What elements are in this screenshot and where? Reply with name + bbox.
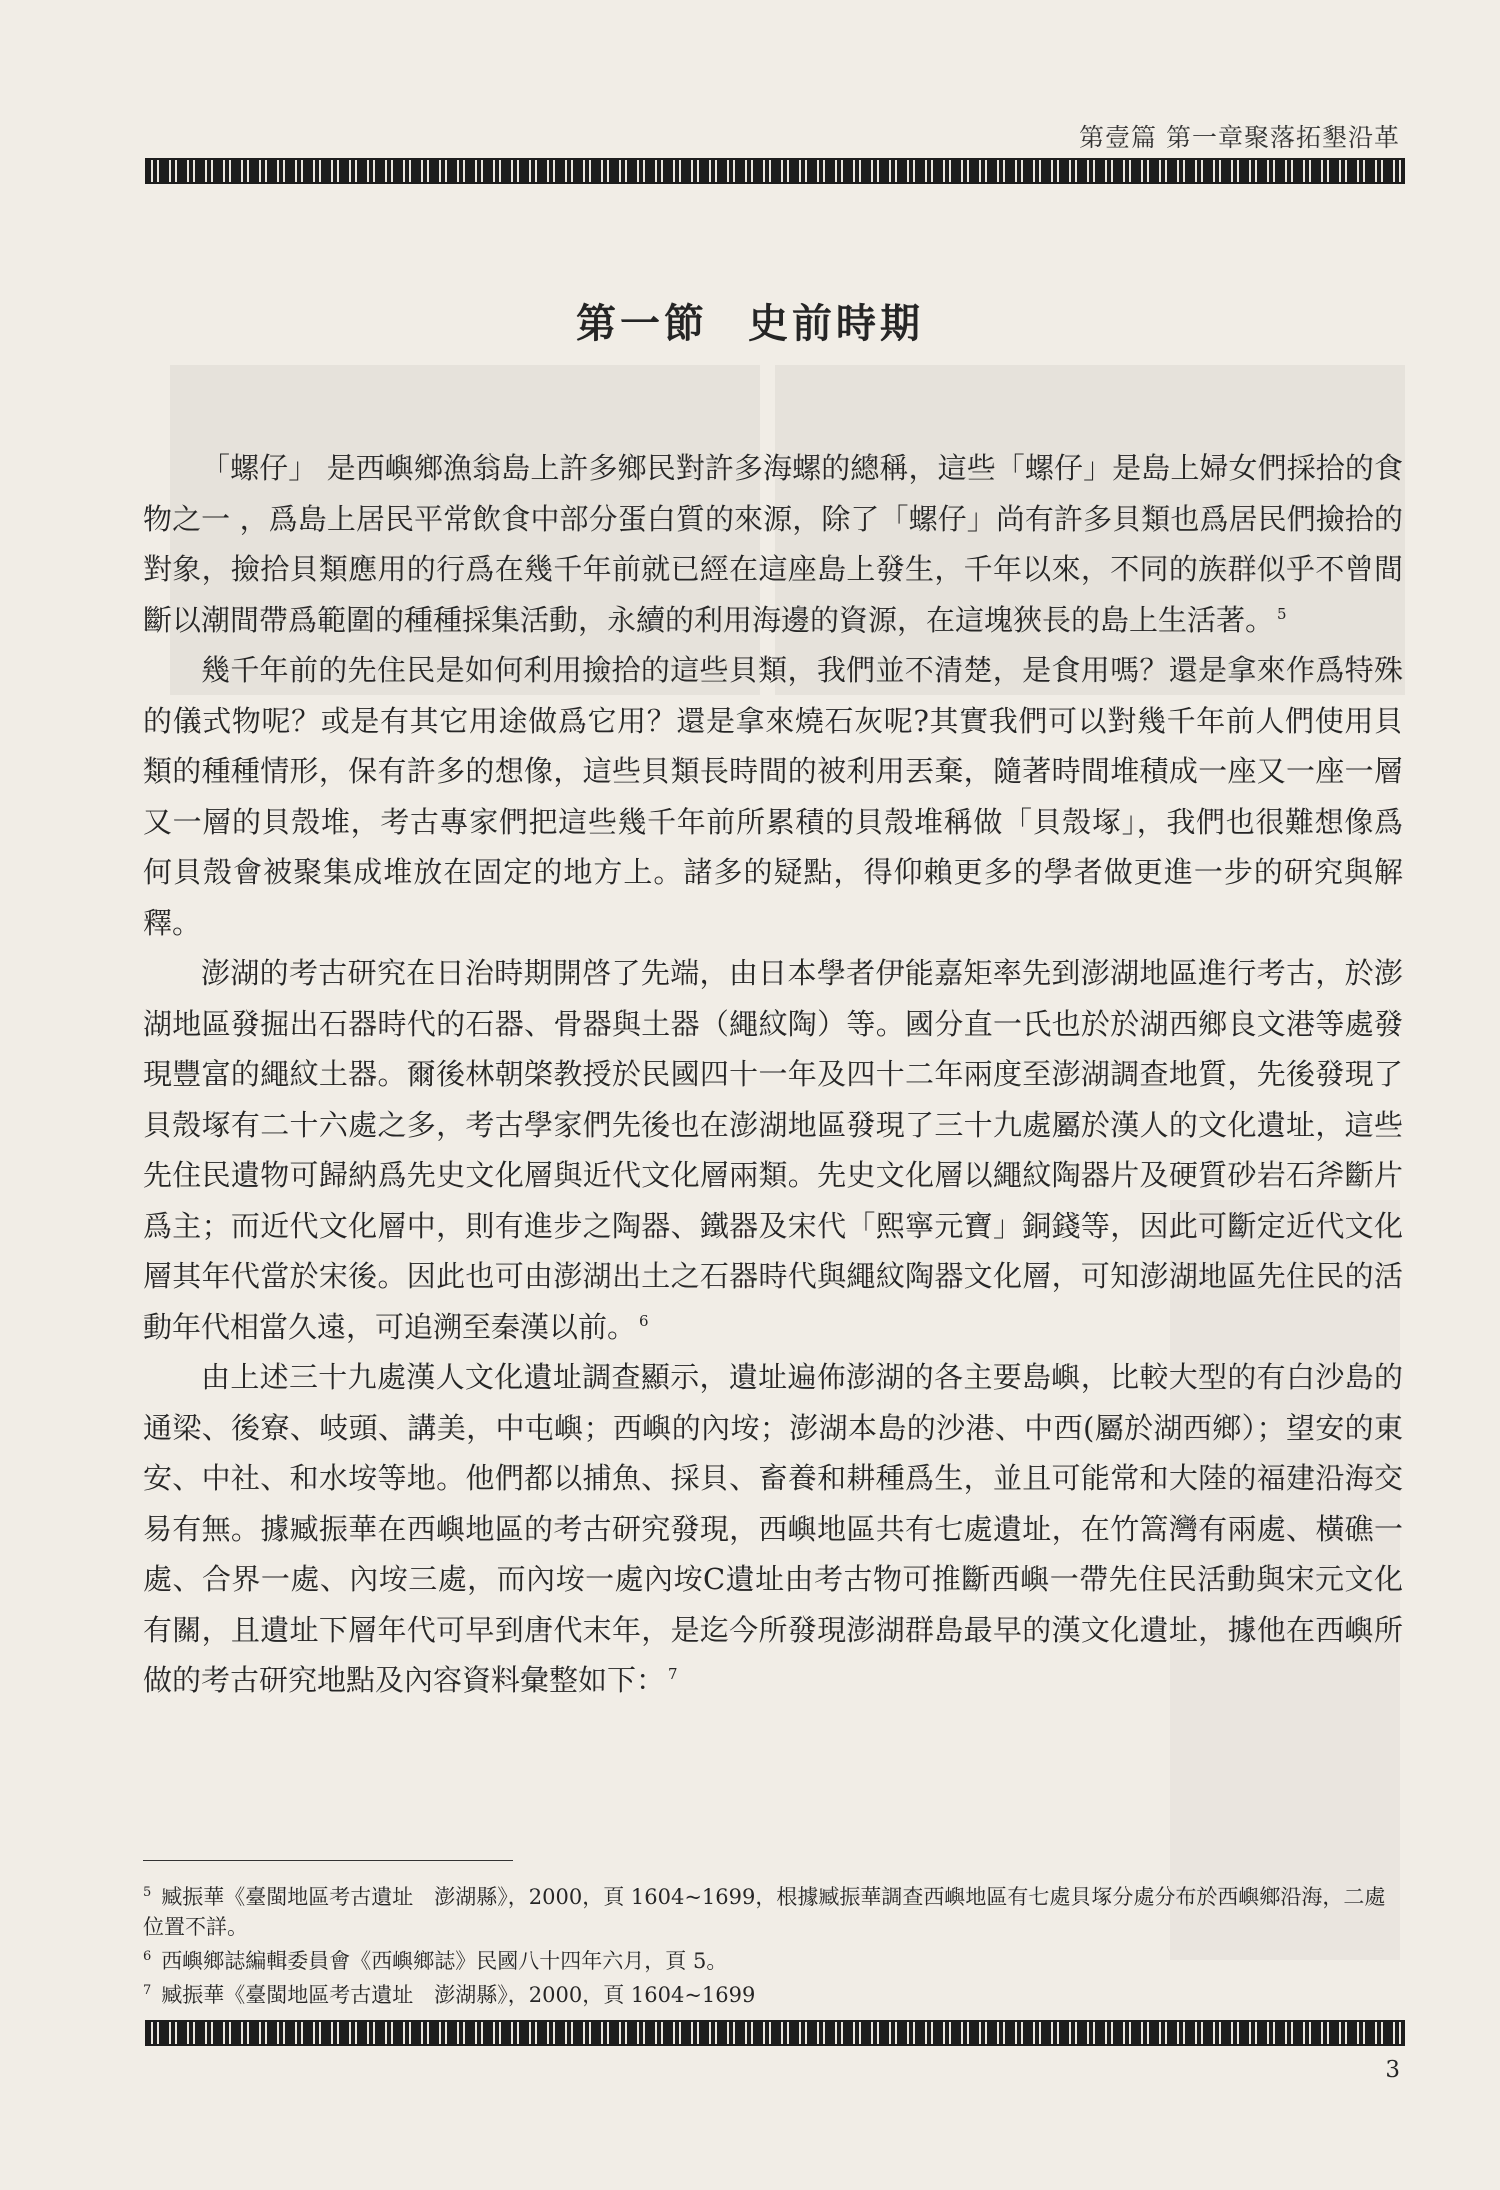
footnote: $^5$ 臧振華《臺閩地區考古遺址 澎湖縣》，2000，頁 1604~1699，根據臧振華調查西嶼地區有七處貝塚分處分布於西嶼鄉沿海，二處位置不詳。 <box>143 1885 1386 1939</box>
footnotes <box>143 1878 1403 2010</box>
paragraph: 幾千年前的先住民是如何利用撿拾的這些貝類，我們並不清楚，是食用嗎？還是拿來作爲特殊的儀式物呢？或是有其它用途做爲它用？還是拿來燒石灰呢?其實我們可以對幾千年前人們使用貝類的種種情形，保有許多的想像，這些貝類長時間的被利用丟棄，隨著時間堆積成一座又一座一層又一層的貝殼堆，考古專家們把這些幾千年前所累積的貝殼堆稱做「貝殼塚」，我們也很難想像爲何貝殼會被聚集成堆放在固定的地方上。諸多的疑點，得仰賴更多的學者做更進一步的研究與解釋。 <box>143 653 1403 940</box>
running-header: 第壹篇 第一章聚落拓墾沿革 <box>1079 123 1400 152</box>
footnote-ref: 7 <box>668 1665 678 1684</box>
footnote-divider <box>143 1860 513 1861</box>
paragraph: 由上述三十九處漢人文化遺址調查顯示，遺址遍佈澎湖的各主要島嶼，比較大型的有白沙島的通梁、後寮、岐頭、講美，中屯嶼；西嶼的內垵；澎湖本島的沙港、中西(屬於湖西鄉）；望安的東安、中社、和水垵等地。他們都以捕魚、採貝、畜養和耕種爲生，並且可能常和大陸的福建沿海交易有無。據臧振華在西嶼地區的考古研究發現，西嶼地區共有七處遺址，在竹篙灣有兩處、橫礁一處、合界一處、內垵三處，而內垵一處內垵C遺址由考古物可推斷西嶼一帶先住民活動與宋元文化有關，且遺址下層年代可早到唐代末年，是迄今所發現澎湖群島最早的漢文化遺址，據他在西嶼所做的考古研究地點及內容資料彙整如下： $^7$ <box>143 1360 1403 1697</box>
paragraph: 「螺仔」 是西嶼鄉漁翁島上許多鄉民對許多海螺的總稱，這些「螺仔」是島上婦女們採拾的食物之一 ，爲島上居民平常飲食中部分蛋白質的來源，除了「螺仔」尚有許多貝類也爲居民們撿拾的對象，撿拾貝類應用的行爲在幾千年前就已經在這座島上發生，千年以來，不同的族群似乎不曾間斷以潮間帶爲範圍的種種採集活動，永續的利用海邊的資源，在這塊狹長的島上生活著。 $^5$ <box>143 451 1403 637</box>
body-text <box>143 443 1403 1706</box>
page-number: 3 <box>1385 2057 1400 2083</box>
paragraph: 澎湖的考古研究在日治時期開啓了先端，由日本學者伊能嘉矩率先到澎湖地區進行考古，於澎湖地區發掘出石器時代的石器、骨器與土器（繩紋陶）等。國分直一氏也於於湖西鄉良文港等處發現豐富的繩紋土器。爾後林朝棨教授於民國四十一年及四十二年兩度至澎湖調查地質，先後發現了貝殼塚有二十六處之多，考古學家們先後也在澎湖地區發現了三十九處屬於漢人的文化遺址，這些先住民遺物可歸納爲先史文化層與近代文化層兩類。先史文化層以繩紋陶器片及硬質砂岩石斧斷片爲主；而近代文化層中，則有進步之陶器、鐵器及宋代「熙寧元寶」銅錢等，因此可斷定近代文化層其年代當於宋後。因此也可由澎湖出土之石器時代與繩紋陶器文化層，可知澎湖地區先住民的活動年代相當久遠，可追溯至秦漢以前。 $^6$ <box>143 956 1403 1344</box>
footnote: $^7$ 臧振華《臺閩地區考古遺址 澎湖縣》，2000，頁 1604~1699 <box>143 1983 756 2007</box>
footnote-ref: 5 <box>1277 604 1287 623</box>
footnote-ref: 6 <box>639 1311 649 1330</box>
section-name: 史前時期 <box>748 300 924 347</box>
footer-meander-border <box>145 2020 1405 2046</box>
header-meander-border <box>145 158 1405 184</box>
footnote: $^6$ 西嶼鄉誌編輯委員會《西嶼鄉誌》民國八十四年六月，頁 5。 <box>143 1949 728 1973</box>
section-number: 第一節 <box>576 300 708 347</box>
section-title <box>0 292 1500 349</box>
